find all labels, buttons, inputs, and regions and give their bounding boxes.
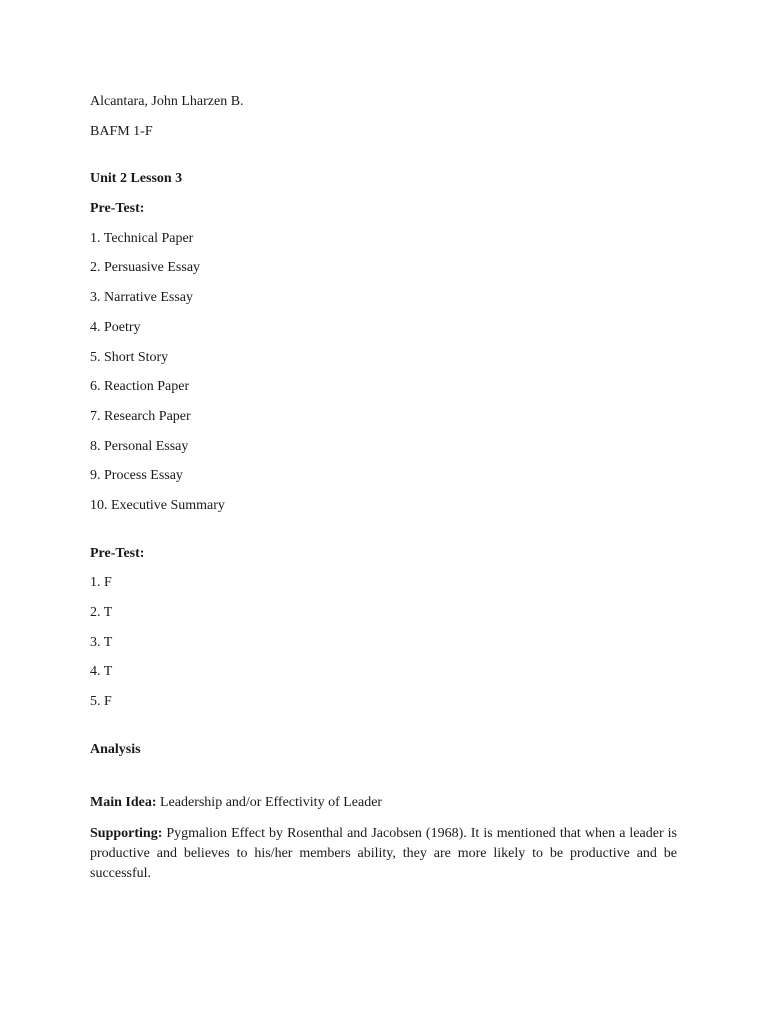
list-item: 1. Technical Paper <box>90 230 194 246</box>
supporting-label: Supporting: <box>90 826 163 842</box>
student-name: Alcantara, John Lharzen B. <box>90 94 244 109</box>
supporting-text: Pygmalion Effect by Rosenthal and Jacobsen (1968). It is mentioned that when a leader is productive and believes to his/her members ability, they are more likely to be productive and be successful. <box>90 826 677 882</box>
list-item: 10. Executive Summary <box>90 497 225 513</box>
list-item: 5. Short Story <box>90 349 169 365</box>
list-item: 5. F <box>90 694 112 710</box>
pretest-list-2 <box>90 574 677 711</box>
list-item: 6. Reaction Paper <box>90 379 190 395</box>
spacer <box>90 527 677 545</box>
list-item: 7. Research Paper <box>90 408 191 424</box>
list-item: 2. T <box>90 605 113 620</box>
student-section: BAFM 1-F <box>90 123 153 139</box>
supporting-paragraph <box>90 824 677 884</box>
list-item: 8. Personal Essay <box>90 438 189 454</box>
pretest-heading-2: Pre-Test: <box>90 545 145 561</box>
pretest-heading-1: Pre-Test: <box>90 201 145 217</box>
list-item: 4. T <box>90 664 113 680</box>
main-idea-label: Main Idea: <box>90 795 157 811</box>
pretest-list-1 <box>90 230 677 515</box>
list-item: 9. Process Essay <box>90 468 183 484</box>
list-item: 3. T <box>90 634 113 650</box>
analysis-heading: Analysis <box>90 741 141 757</box>
list-item: 4. Poetry <box>90 319 141 335</box>
list-item: 2. Persuasive Essay <box>90 260 201 276</box>
list-item: 3. Narrative Essay <box>90 290 194 306</box>
main-idea-text: Leadership and/or Effectivity of Leader <box>156 795 383 811</box>
spacer <box>90 723 677 741</box>
document-body <box>90 93 677 884</box>
unit-title: Unit 2 Lesson 3 <box>90 171 183 187</box>
spacer <box>90 770 677 794</box>
spacer <box>90 152 677 170</box>
list-item: 1. F <box>90 575 112 591</box>
main-idea <box>90 794 677 812</box>
